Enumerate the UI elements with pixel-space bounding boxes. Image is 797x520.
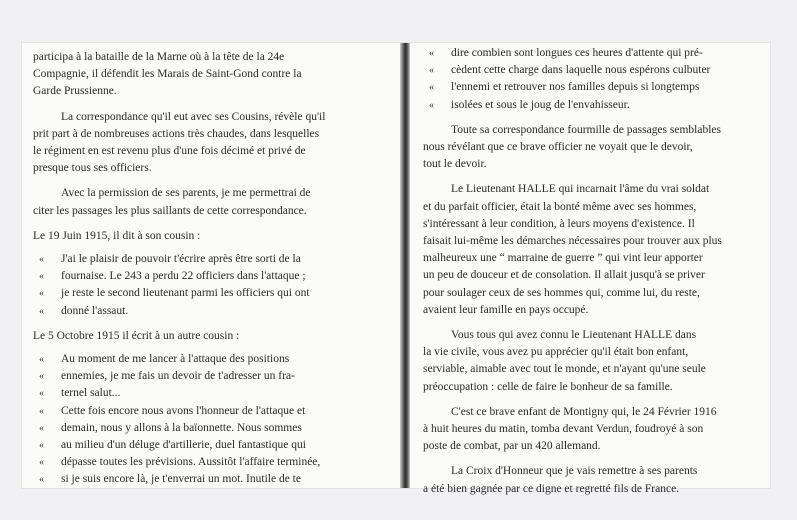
paragraph: La Croix d'Honneur que je vais remettre à ses parents a été bien gagnée par ce digne et regretté fils de France.	[423, 465, 698, 495]
quote-mark: «	[39, 254, 44, 266]
quote-mark: «	[39, 271, 44, 283]
quote-line: « l'ennemi et retrouver nos familles depuis si longtemps	[451, 79, 771, 96]
quote-mark: «	[39, 422, 44, 434]
paragraph: participa à la bataille de la Marne où à la tête de la 24e Compagnie, il défendit les Marais de Saint-Gond contre la Garde Prussienne.	[33, 51, 302, 98]
paragraph: Toute sa correspondance fourmille de passages semblables nous révélant que ce brave officier ne voyait que le devoir, tout le devoir.	[423, 123, 721, 171]
quote-line: « ternel salut...	[61, 385, 362, 402]
quote-line: « Cette fois encore nous avons l'honneur de l'attaque et	[61, 403, 362, 420]
left-page-text	[33, 49, 362, 489]
paragraph: Le Lieutenant HALLE qui incarnait l'âme du vrai soldat et du parfait officier, était la bonté même avec ses hommes, s'intéressant à leur condition, à leurs moyens d'existence. Il faisait lui-même les démarches nécessaires pour trouver aux plus malheureux une “ marraine de guerre ” qui vint leur apporter un peu de douceur et de consolation. Il allait jusqu'à se priver pour soulager ceux de ses hommes qui, comme lui, du reste, avaient leur famille en pays occupé.	[423, 183, 722, 316]
letter-date-line: Le 5 Octobre 1915 il écrit à un autre cousin :	[33, 329, 240, 342]
quote-line: « je reste le second lieutenant parmi les officiers qui ont	[61, 285, 362, 302]
quote-line: « ennemies, je me fais un devoir de t'adresser un fra-	[61, 368, 362, 385]
quote-line: « demain, nous y allons à la baïonnette. Nous sommes	[61, 420, 362, 437]
quote-line: « cèdent cette charge dans laquelle nous espérons culbuter	[451, 62, 771, 79]
paragraph: La correspondance qu'il eut avec ses Cousins, révèle qu'il prit part à de nombreuses actions très chaudes, dans lesquelles le régiment en est revenu plus d'une fois décimé et privé de presque tous ses officiers.	[33, 110, 326, 175]
book-spread	[22, 43, 770, 495]
quote-line: « isolées et sous le joug de l'envahisseur.	[451, 97, 771, 114]
quote-line: « dire combien sont longues ces heures d'attente qui pré-	[451, 45, 771, 62]
quote-line: « donné l'assaut.	[61, 303, 362, 320]
quote-line: « J'ai le plaisir de pouvoir t'écrire après être sorti de la	[61, 251, 362, 268]
quote-mark: «	[429, 48, 434, 59]
quote-line: « dépasse toutes les prévisions. Aussitôt l'affaire terminée,	[61, 454, 362, 471]
quote-mark: «	[429, 82, 434, 94]
left-page	[22, 43, 403, 488]
right-page	[410, 43, 770, 495]
letter-quote	[33, 251, 362, 320]
quote-mark: «	[39, 371, 44, 383]
quote-line: « Au moment de me lancer à l'attaque des positions	[61, 351, 362, 368]
quote-mark: «	[429, 65, 434, 77]
quote-line: « si je suis encore là, je t'enverrai un mot. Inutile de te	[61, 471, 362, 488]
right-page-text	[423, 45, 771, 498]
quote-mark: «	[429, 99, 434, 111]
paragraph: Avec la permission de ses parents, je me permettrai de citer les passages les plus saillants de cette correspondance.	[33, 187, 311, 217]
paragraph: C'est ce brave enfant de Montigny qui, le 24 Février 1916 à huit heures du matin, tomba devant Verdun, foudroyé à son poste de combat, par un 420 allemand.	[423, 405, 717, 453]
book-gutter	[400, 43, 410, 488]
quote-mark: «	[39, 354, 44, 366]
quote-mark: «	[39, 405, 44, 417]
letter-date-line: Le 19 Juin 1915, il dit à son cousin :	[33, 229, 201, 242]
paragraph: Vous tous qui avez connu le Lieutenant HALLE dans la vie civile, vous avez pu apprécier qu'il était bon enfant, serviable, aimable avec tout le monde, et n'ayant qu'une seule préoccupation : celle de faire le bonheur de sa famille.	[423, 329, 706, 393]
quote-mark: «	[39, 440, 44, 452]
letter-quote-continued	[423, 45, 771, 114]
quote-mark: «	[39, 288, 44, 300]
quote-line: « fournaise. Le 243 a perdu 22 officiers dans l'attaque ;	[61, 268, 362, 285]
letter-quote	[33, 351, 362, 489]
quote-line: « au milieu d'un déluge d'artillerie, duel fantastique qui	[61, 437, 362, 454]
quote-mark: «	[39, 474, 44, 486]
quote-mark: «	[39, 388, 44, 400]
quote-mark: «	[39, 457, 44, 469]
quote-mark: «	[39, 305, 44, 317]
